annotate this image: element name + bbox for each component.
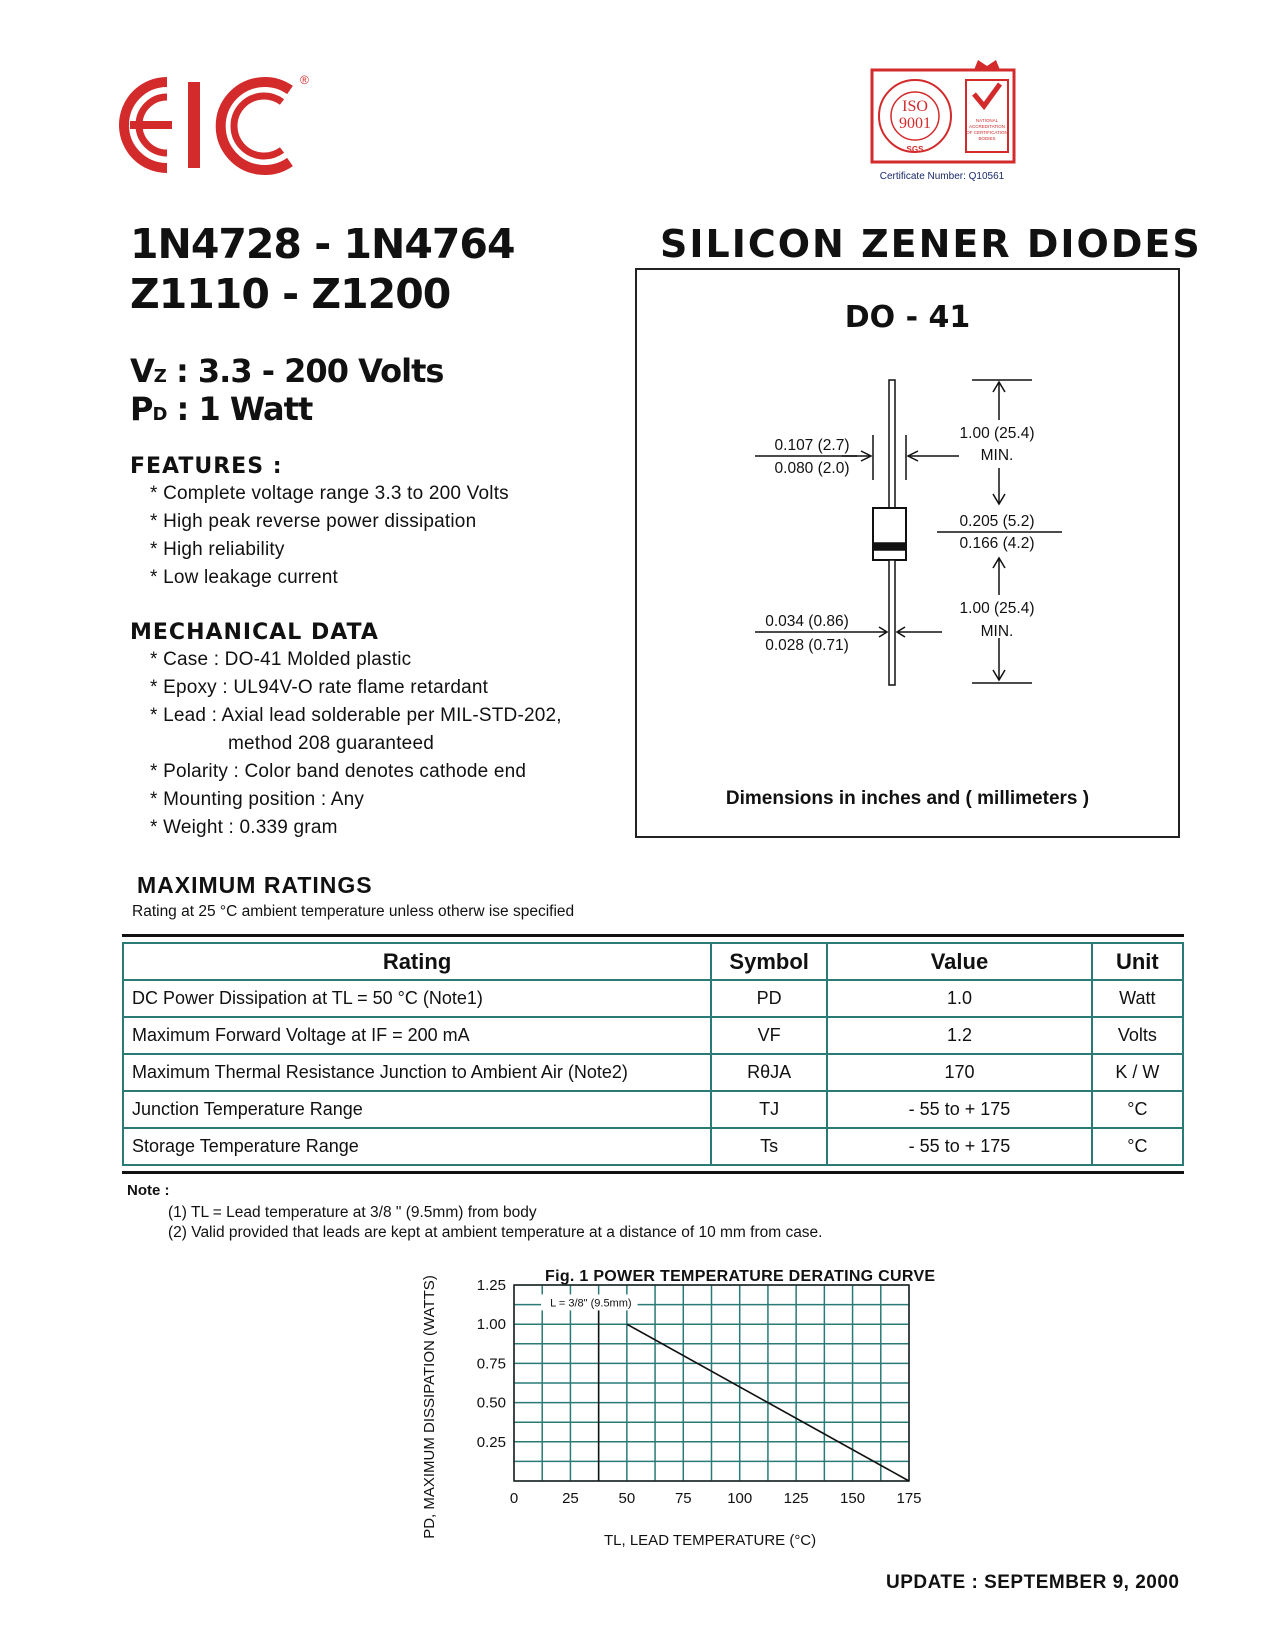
value-cell: 1.0 <box>827 980 1091 1017</box>
x-tick-label: 75 <box>674 1490 692 1507</box>
note-item: (1) TL = Lead temperature at 3/8 " (9.5mm) from body <box>168 1204 537 1221</box>
unit-cell: K / W <box>1092 1054 1183 1091</box>
table-row <box>123 1091 1183 1128</box>
x-tick-label: 25 <box>562 1490 579 1507</box>
certification-badges <box>870 66 1210 196</box>
list-item: * High reliability <box>150 539 285 560</box>
list-item: * Low leakage current <box>150 567 338 588</box>
features-list <box>150 480 509 592</box>
list-item: method 208 guaranteed <box>228 733 434 754</box>
cert1-number-label: Certificate Number: Q10561 <box>879 171 1005 182</box>
y-tick-label: 1.25 <box>476 1277 506 1294</box>
features-heading: FEATURES : <box>130 454 283 479</box>
symbol-cell: Ts <box>711 1128 827 1165</box>
rating-cell: Maximum Thermal Resistance Junction to Ambient Air (Note2) <box>123 1054 711 1091</box>
svg-text:NATIONAL: NATIONAL <box>975 118 999 123</box>
y-tick-label: 0.50 <box>476 1394 506 1412</box>
svg-text:BODIES: BODIES <box>978 136 996 141</box>
ratings-table <box>122 942 1184 1166</box>
col-header-symbol: Symbol <box>711 943 827 980</box>
symbol-cell: VF <box>711 1017 827 1054</box>
y-axis-label: PD, MAXIMUM DISSIPATION (WATTS) <box>421 1275 438 1539</box>
svg-text:0.034 (0.86): 0.034 (0.86) <box>765 613 849 630</box>
list-item: * Lead : Axial lead solderable per MIL-STD-202, <box>150 705 562 726</box>
value-cell: 170 <box>827 1054 1091 1091</box>
package-dimension-drawing <box>637 380 1178 710</box>
registered-mark: ® <box>300 73 309 87</box>
mechanical-data-list <box>150 646 562 842</box>
x-tick-label: 50 <box>618 1490 636 1507</box>
list-item: * Case : DO-41 Molded plastic <box>150 649 412 670</box>
value-cell: - 55 to + 175 <box>827 1128 1091 1165</box>
table-row <box>123 1128 1183 1165</box>
chart-ticks <box>477 1277 922 1507</box>
eic-logo <box>112 70 322 180</box>
update-date: UPDATE : SEPTEMBER 9, 2000 <box>886 1572 1180 1593</box>
list-item: * Complete voltage range 3.3 to 200 Volts <box>150 483 509 504</box>
svg-text:0.107 (2.7): 0.107 (2.7) <box>774 437 850 454</box>
power-dissipation-spec: PD : 1 Watt <box>130 390 313 428</box>
x-tick-label: 0 <box>509 1490 519 1507</box>
list-item: * Mounting position : Any <box>150 789 365 810</box>
svg-text:0.205 (5.2): 0.205 (5.2) <box>959 513 1035 530</box>
svg-text:MIN.: MIN. <box>980 447 1014 464</box>
y-tick-label: 0.75 <box>476 1355 506 1373</box>
unit-cell: Volts <box>1092 1017 1183 1054</box>
x-tick-label: 175 <box>896 1490 922 1507</box>
unit-cell: °C <box>1092 1091 1183 1128</box>
list-item: * Polarity : Color band denotes cathode end <box>150 761 527 782</box>
table-row <box>123 1017 1183 1054</box>
value-cell: 1.2 <box>827 1017 1091 1054</box>
svg-text:0.166 (4.2): 0.166 (4.2) <box>959 535 1035 552</box>
rating-cell: DC Power Dissipation at TL = 50 °C (Note1) <box>123 980 711 1017</box>
svg-text:SGS: SGS <box>906 145 924 154</box>
x-tick-label: 100 <box>727 1490 753 1507</box>
part-number-range-2: Z1110 - Z1200 <box>130 270 451 318</box>
svg-text:1.00 (25.4): 1.00 (25.4) <box>959 600 1035 617</box>
max-ratings-subtitle: Rating at 25 °C ambient temperature unless otherw ise specified <box>132 903 575 920</box>
x-axis-label: TL, LEAD TEMPERATURE (°C) <box>604 1532 817 1549</box>
svg-text:1.00 (25.4): 1.00 (25.4) <box>959 425 1035 442</box>
svg-text:0.028 (0.71): 0.028 (0.71) <box>765 637 849 654</box>
chart-plot <box>541 1294 909 1481</box>
x-tick-label: 125 <box>783 1490 809 1507</box>
symbol-cell: RθJA <box>711 1054 827 1091</box>
list-item: * Epoxy : UL94V-O rate flame retardant <box>150 677 489 698</box>
list-item: * Weight : 0.339 gram <box>150 817 338 838</box>
svg-text:OF CERTIFICATION: OF CERTIFICATION <box>966 130 1008 135</box>
rating-cell: Maximum Forward Voltage at IF = 200 mA <box>123 1017 711 1054</box>
dimension-caption: Dimensions in inches and ( millimeters ) <box>725 788 1090 809</box>
y-tick-label: 1.00 <box>476 1316 506 1334</box>
ratings-table-wrapper <box>122 934 1184 1174</box>
annotation-label: L = 3/8" (9.5mm) <box>550 1297 632 1310</box>
svg-text:0.080 (2.0): 0.080 (2.0) <box>774 460 850 477</box>
x-tick-label: 150 <box>840 1490 866 1507</box>
table-rule-top <box>122 934 1184 937</box>
col-header-value: Value <box>827 943 1091 980</box>
svg-text:ISO: ISO <box>902 98 928 115</box>
svg-text:9001: 9001 <box>899 115 931 132</box>
package-name: DO - 41 <box>844 300 971 335</box>
rating-cell: Junction Temperature Range <box>123 1091 711 1128</box>
zener-voltage-spec: VZ : 3.3 - 200 Volts <box>130 352 444 390</box>
svg-text:MIN.: MIN. <box>980 623 1014 640</box>
max-ratings-heading: MAXIMUM RATINGS <box>137 872 373 898</box>
table-row <box>123 980 1183 1017</box>
unit-cell: Watt <box>1092 980 1183 1017</box>
value-cell: - 55 to + 175 <box>827 1091 1091 1128</box>
chart-grid <box>514 1285 909 1481</box>
note-item: (2) Valid provided that leads are kept at ambient temperature at a distance of 10 mm from case. <box>168 1224 823 1241</box>
col-header-rating: Rating <box>123 943 711 980</box>
symbol-cell: PD <box>711 980 827 1017</box>
svg-text:ACCREDITATION: ACCREDITATION <box>968 124 1006 129</box>
rating-cell: Storage Temperature Range <box>123 1128 711 1165</box>
chart-title: Fig. 1 POWER TEMPERATURE DERATING CURVE <box>545 1268 936 1285</box>
mechanical-data-heading: MECHANICAL DATA <box>130 620 379 645</box>
table-header-row <box>123 943 1183 980</box>
iso-9001-badge <box>872 60 1014 182</box>
part-number-range-1: 1N4728 - 1N4764 <box>130 220 515 268</box>
table-row <box>123 1054 1183 1091</box>
notes-heading: Note : <box>127 1182 170 1199</box>
table-rule-bottom <box>122 1171 1184 1174</box>
symbol-cell: TJ <box>711 1091 827 1128</box>
package-outline-box <box>635 268 1180 838</box>
unit-cell: °C <box>1092 1128 1183 1165</box>
list-item: * High peak reverse power dissipation <box>150 511 477 532</box>
page-title: SILICON ZENER DIODES <box>660 222 1202 266</box>
col-header-unit: Unit <box>1092 943 1183 980</box>
y-tick-label: 0.25 <box>476 1433 506 1451</box>
